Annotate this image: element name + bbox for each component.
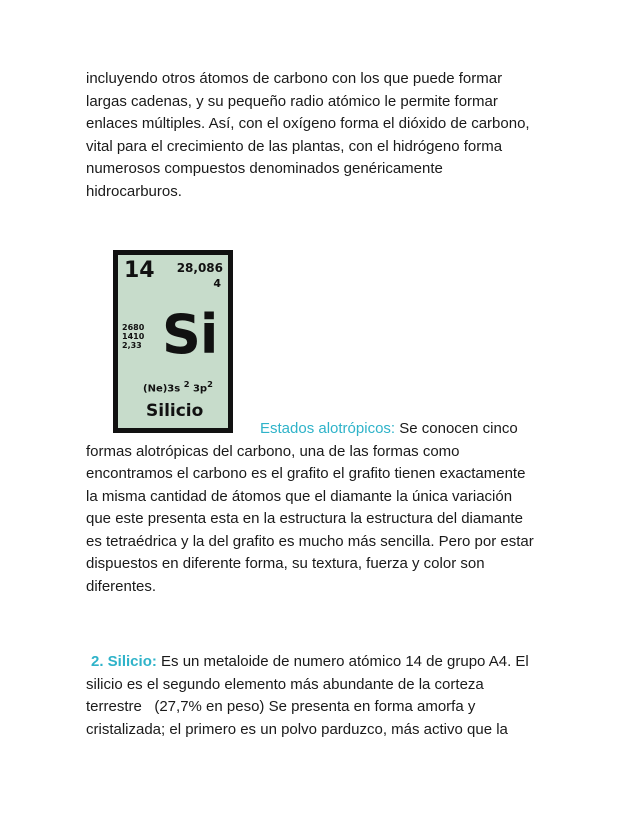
text-line: numerosos compuestos denominados genéricamente (86, 160, 443, 177)
text-line: terrestre (27,7% en peso) Se presenta en forma amorfa y (86, 698, 476, 715)
text-line: la misma cantidad de átomos que el diamante la única variación (86, 487, 513, 505)
section-heading: 2. Silicio: (91, 653, 157, 670)
text-line: que este presenta esta en la estructura la estructura del diamante (86, 510, 523, 527)
text-line: encontramos el carbono es el grafito el grafito tienen exactamente (86, 465, 526, 482)
text-line: vital para el crecimiento de las plantas, con el hidrógeno forma (86, 137, 503, 155)
text-line: enlaces múltiples. Así, con el oxígeno forma el dióxido de carbono, (86, 115, 530, 132)
text-line: formas alotrópicas del carbono, una de las formas como (86, 442, 460, 460)
section-heading: Estados alotrópicos: (260, 420, 396, 437)
text-line: silicio es el segundo elemento más abundante de la corteza (86, 675, 484, 693)
atomic-mass: 28,086 (176, 261, 223, 275)
tile-value: 2,33 (122, 341, 142, 350)
atomic-number: 14 (124, 258, 155, 283)
element-name: Silicio (146, 401, 204, 421)
text-line: incluyendo otros átomos de carbono con los que puede formar (86, 70, 503, 87)
text-line: 2. Silicio: Es un metaloide de numero atómico 14 de grupo A4. El (86, 651, 556, 674)
tile-value: 2680 (122, 323, 145, 332)
tile-value: 1410 (122, 332, 145, 341)
element-symbol: Si (162, 303, 218, 366)
text-line: es tetraédrica y la del grafito es mucho más sencilla. Pero por estar (86, 532, 534, 550)
text-line: cristalizada; el primero es un polvo parduzco, más activo que la (86, 720, 508, 738)
silicon-paragraph (86, 651, 556, 741)
text-line: largas cadenas, y su pequeño radio atómico le permite formar (86, 92, 498, 110)
text-line: diferentes. (86, 577, 157, 595)
text-line: dispuestos en diferente forma, su textura, fuerza y color son (86, 555, 485, 572)
electron-configuration: (Ne)3s $^2$ $3p^2$ (143, 379, 213, 395)
atomic-mass-sub: 4 (213, 277, 221, 290)
allotropes-paragraph (86, 418, 556, 598)
silicon-element-tile (113, 250, 233, 433)
intro-paragraph (86, 68, 556, 203)
text-line: hidrocarburos. (86, 182, 182, 200)
text-line: Estados alotrópicos: Se conocen cinco (260, 420, 518, 437)
